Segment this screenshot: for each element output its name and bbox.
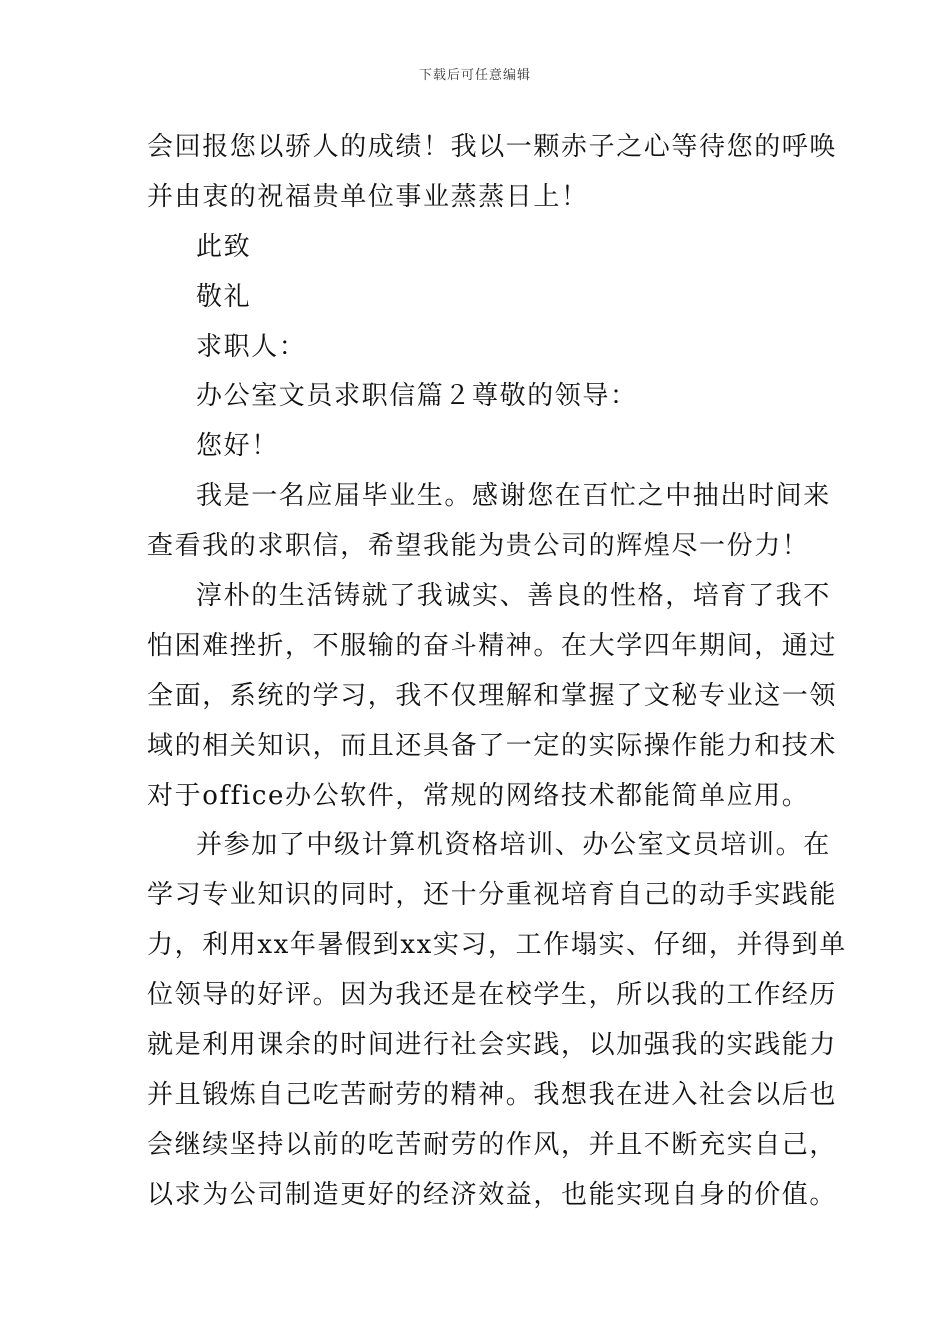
text-line: 全面，系统的学习，我不仅理解和掌握了文秘专业这一领 — [147, 680, 838, 711]
text-line: 我是一名应届毕业生。感谢您在百忙之中抽出时间来 — [196, 481, 831, 512]
page-header: 下载后可任意编辑 — [418, 68, 531, 83]
text-line: 并由衷的祝福贵单位事业蒸蒸日上！ — [147, 181, 589, 212]
text-line: 对于office办公软件，常规的网络技术都能简单应用。 — [147, 780, 810, 811]
text-line: 位领导的好评。因为我还是在校学生，所以我的工作经历 — [147, 980, 838, 1011]
document-body — [147, 123, 847, 1221]
text-line: 怕困难挫折，不服输的奋斗精神。在大学四年期间，通过 — [147, 630, 838, 661]
text-line: 力，利用xx年暑假到xx实习，工作塌实、仔细，并得到单 — [147, 930, 847, 961]
text-line: 就是利用课余的时间进行社会实践，以加强我的实践能力 — [147, 1030, 838, 1061]
text-line: 并参加了中级计算机资格培训、办公室文员培训。在 — [196, 830, 831, 861]
text-line: 学习专业知识的同时，还十分重视培育自己的动手实践能 — [147, 880, 838, 911]
text-line: 以求为公司制造更好的经济效益，也能实现自身的价值。 — [147, 1179, 838, 1210]
text-line: 查看我的求职信，希望我能为贵公司的辉煌尽一份力！ — [147, 531, 810, 562]
text-line: 会回报您以骄人的成绩！我以一颗赤子之心等待您的呼唤 — [147, 132, 838, 162]
text-line: 求职人： — [196, 331, 307, 362]
text-line: 此致 — [196, 231, 252, 262]
text-line: 您好！ — [196, 431, 279, 462]
text-line: 会继续坚持以前的吃苦耐劳的作风，并且不断充实自己， — [147, 1129, 838, 1160]
text-line: 域的相关知识，而且还具备了一定的实际操作能力和技术 — [147, 730, 838, 761]
text-line: 并且锻炼自己吃苦耐劳的精神。我想我在进入社会以后也 — [147, 1079, 838, 1110]
text-line: 敬礼 — [196, 281, 252, 312]
text-line: 淳朴的生活铸就了我诚实、善良的性格，培育了我不 — [196, 581, 831, 612]
text-line: 办公室文员求职信篇２尊敬的领导： — [196, 381, 638, 412]
